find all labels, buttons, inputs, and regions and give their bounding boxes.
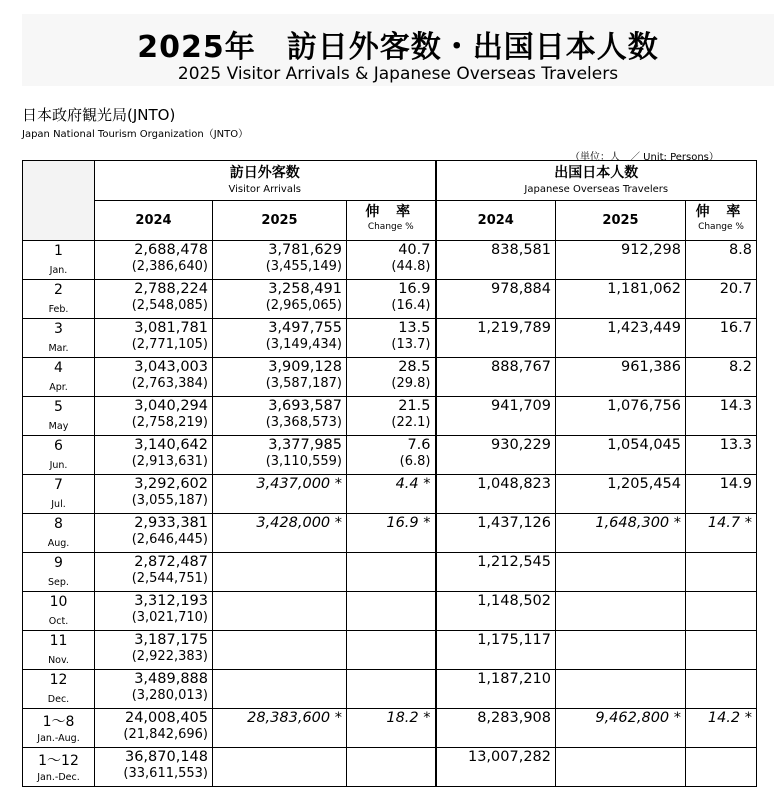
visitor-2024-cell [95,592,213,631]
table-row [23,397,757,436]
cell-value: 14.3 [719,398,752,414]
cell-value: 28.5 [398,359,431,375]
traveler-2025-cell [556,670,686,709]
visitor-year-curr-header: 2025 [213,201,347,241]
traveler-2025-cell [556,397,686,436]
month-cell [23,514,95,553]
visitor-2024-cell [95,748,213,787]
cell-value: 14.2 * [707,710,752,726]
cell-previous-value: (29.8) [391,376,431,391]
cell-previous-value: (6.8) [399,454,431,469]
traveler-2024-cell [436,397,556,436]
cell-previous-value: (13.7) [391,337,431,352]
month-number: 1 [54,243,63,259]
visitor-change-cell [347,280,436,319]
change-header-en: Change % [367,222,414,232]
cell-previous-value: (3,055,187) [131,493,208,508]
cell-value: 1,181,062 [607,281,681,297]
cell-value: 2,688,478 [134,242,208,258]
visitor-2025-cell [213,514,347,553]
cell-value: 1,054,045 [607,437,681,453]
cell-previous-value: (3,149,434) [265,337,342,352]
month-number: 4 [54,360,63,376]
header-row-years [23,201,757,241]
visitor-2025-cell [213,358,347,397]
cell-value: 3,377,985 [268,437,342,453]
cell-previous-value: (2,913,631) [131,454,208,469]
cell-value: 941,709 [491,398,551,414]
month-cell [23,709,95,748]
traveler-change-cell [686,748,757,787]
month-cell [23,670,95,709]
traveler-2025-cell [556,553,686,592]
table-row [23,748,757,787]
traveler-header-jp: 出国日本人数 [554,165,639,181]
cell-value: 8.2 [728,359,752,375]
month-cell [23,475,95,514]
table-row [23,592,757,631]
traveler-change-cell [686,475,757,514]
month-number: 1～12 [38,753,79,769]
cell-value: 8,283,908 [477,710,551,726]
cell-value: 8.8 [728,242,752,258]
cell-value: 3,909,128 [268,359,342,375]
month-cell [23,553,95,592]
visitor-2024-cell [95,553,213,592]
traveler-2025-cell [556,280,686,319]
organization-name-jp: 日本政府観光局(JNTO) [22,106,176,124]
cell-value: 7.6 [407,437,431,453]
cell-value: 3,312,193 [134,593,208,609]
visitor-change-cell [347,592,436,631]
page-title-jp: 2025年 訪日外客数・出国日本人数 [137,30,659,65]
cell-value: 1,048,823 [477,476,551,492]
month-cell [23,358,95,397]
month-cell [23,241,95,280]
traveler-2024-cell [436,670,556,709]
table-row [23,358,757,397]
cell-value: 3,437,000 * [256,476,342,492]
visitor-2024-cell [95,397,213,436]
visitor-2024-cell [95,475,213,514]
cell-previous-value: (2,386,640) [131,259,208,274]
cell-value: 1,648,300 * [595,515,681,531]
cell-previous-value: (22.1) [391,415,431,430]
cell-previous-value: (2,544,751) [131,571,208,586]
traveler-2024-cell [436,436,556,475]
visitor-arrivals-header [95,161,436,201]
table-row [23,241,757,280]
traveler-2024-cell [436,475,556,514]
visitor-2024-cell [95,514,213,553]
visitor-change-cell [347,670,436,709]
cell-value: 1,175,117 [477,632,551,648]
month-english: Sep. [48,577,69,588]
traveler-change-cell [686,670,757,709]
cell-previous-value: (2,922,383) [131,649,208,664]
visitor-2025-cell [213,592,347,631]
month-number: 1～8 [42,714,75,730]
traveler-2025-cell [556,319,686,358]
cell-value: 888,767 [491,359,551,375]
visitor-header-jp: 訪日外客数 [229,165,300,181]
month-english: Jan. [49,265,68,276]
visitor-change-cell [347,436,436,475]
traveler-2025-cell [556,475,686,514]
table-row [23,436,757,475]
cell-previous-value: (2,763,384) [131,376,208,391]
month-number: 6 [54,438,63,454]
cell-previous-value: (33,611,553) [123,766,208,781]
cell-value: 3,043,003 [134,359,208,375]
month-english: Jul. [51,499,66,510]
cell-value: 1,423,449 [607,320,681,336]
change-header-en: Change % [698,222,744,232]
visitor-change-cell [347,553,436,592]
table-row [23,280,757,319]
cell-value: 28,383,600 * [247,710,342,726]
visitor-2025-cell [213,631,347,670]
unit-note: （単位：人 ／ Unit: Persons） [570,152,719,163]
month-number: 7 [54,477,63,493]
month-english: Jan.-Aug. [37,733,80,744]
cell-value: 24,008,405 [124,710,208,726]
cell-value: 3,292,602 [134,476,208,492]
traveler-year-prev-header: 2024 [436,201,556,241]
cell-value: 20.7 [719,281,752,297]
cell-value: 36,870,148 [124,749,208,765]
month-number: 2 [54,282,63,298]
table-row [23,670,757,709]
table-row [23,553,757,592]
traveler-change-cell [686,397,757,436]
cell-value: 961,386 [621,359,681,375]
cell-value: 930,229 [491,437,551,453]
traveler-2024-cell [436,631,556,670]
cell-previous-value: (2,548,085) [131,298,208,313]
month-number: 10 [49,594,68,610]
cell-value: 1,205,454 [607,476,681,492]
cell-value: 2,872,487 [134,554,208,570]
traveler-2024-cell [436,553,556,592]
page-title-en: 2025 Visitor Arrivals & Japanese Overseas Travelers [177,64,619,84]
cell-value: 3,187,175 [134,632,208,648]
traveler-change-cell [686,514,757,553]
cell-value: 9,462,800 * [595,710,681,726]
cell-value: 1,187,210 [477,671,551,687]
month-english: Nov. [48,655,69,666]
visitor-2024-cell [95,631,213,670]
organization-name-en: Japan National Tourism Organization（JNTO） [22,129,249,140]
traveler-year-curr-header: 2025 [556,201,686,241]
cell-value: 3,497,755 [268,320,342,336]
table-row [23,514,757,553]
cell-value: 3,781,629 [268,242,342,258]
month-english: Feb. [48,304,69,315]
month-cell [23,631,95,670]
visitor-2025-cell [213,475,347,514]
visitor-change-cell [347,631,436,670]
cell-value: 1,148,502 [477,593,551,609]
month-number: 12 [49,672,68,688]
traveler-header-en: Japanese Overseas Travelers [524,184,669,195]
month-cell [23,436,95,475]
visitor-2025-cell [213,241,347,280]
visitor-change-cell [347,397,436,436]
month-cell [23,592,95,631]
month-number: 5 [54,399,63,415]
month-cell [23,397,95,436]
header-row-groups [23,161,757,201]
cell-value: 16.9 * [386,515,431,531]
cell-value: 21.5 [398,398,431,414]
traveler-2025-cell [556,709,686,748]
cell-value: 16.7 [719,320,752,336]
cell-previous-value: (2,965,065) [265,298,342,313]
cell-value: 14.7 * [707,515,752,531]
table-row [23,631,757,670]
cell-previous-value: (2,771,105) [131,337,208,352]
visitor-2025-cell [213,709,347,748]
traveler-2024-cell [436,319,556,358]
traveler-change-cell [686,319,757,358]
cell-previous-value: (3,587,187) [265,376,342,391]
month-english: May [48,421,69,432]
traveler-2025-cell [556,241,686,280]
cell-previous-value: (3,110,559) [265,454,342,469]
cell-value: 2,788,224 [134,281,208,297]
title-band [22,14,774,86]
cell-previous-value: (3,280,013) [131,688,208,703]
change-header-jp: 伸 率 [365,204,417,220]
traveler-change-cell [686,631,757,670]
cell-value: 13.3 [719,437,752,453]
month-english: Jun. [49,460,68,471]
traveler-2024-cell [436,748,556,787]
cell-value: 3,258,491 [268,281,342,297]
traveler-change-cell [686,553,757,592]
visitor-2025-cell [213,436,347,475]
cell-value: 1,076,756 [607,398,681,414]
month-english: Oct. [48,616,69,627]
cell-value: 2,933,381 [134,515,208,531]
month-number: 3 [54,321,63,337]
table-row [23,709,757,748]
visitor-2024-cell [95,709,213,748]
table-row [23,475,757,514]
month-english: Jan.-Dec. [37,772,80,783]
cell-value: 40.7 [398,242,431,258]
month-english: Dec. [47,694,70,705]
traveler-2024-cell [436,280,556,319]
header-corner-cell [23,161,95,241]
visitor-change-cell [347,475,436,514]
cell-previous-value: (16.4) [391,298,431,313]
cell-value: 13.5 [398,320,431,336]
cell-value: 3,489,888 [134,671,208,687]
cell-value: 912,298 [621,242,681,258]
visitor-change-header [347,201,436,241]
cell-value: 838,581 [491,242,551,258]
cell-previous-value: (3,455,149) [265,259,342,274]
cell-previous-value: (3,368,573) [265,415,342,430]
statistics-table [22,160,757,787]
traveler-change-cell [686,241,757,280]
visitor-2025-cell [213,553,347,592]
traveler-2025-cell [556,748,686,787]
cell-value: 3,040,294 [134,398,208,414]
traveler-change-cell [686,592,757,631]
traveler-change-cell [686,709,757,748]
visitor-change-cell [347,241,436,280]
traveler-2024-cell [436,592,556,631]
cell-value: 16.9 [398,281,431,297]
cell-value: 3,081,781 [134,320,208,336]
visitor-change-cell [347,748,436,787]
month-cell [23,319,95,358]
cell-value: 13,007,282 [467,749,551,765]
traveler-2024-cell [436,514,556,553]
traveler-2025-cell [556,592,686,631]
visitor-2025-cell [213,280,347,319]
visitor-2025-cell [213,670,347,709]
traveler-change-header [686,201,757,241]
change-header-jp: 伸 率 [695,204,747,220]
visitor-2024-cell [95,280,213,319]
cell-value: 1,212,545 [477,554,551,570]
traveler-2024-cell [436,709,556,748]
visitor-change-cell [347,358,436,397]
cell-value: 3,140,642 [134,437,208,453]
cell-value: 1,437,126 [477,515,551,531]
month-english: Mar. [48,343,69,354]
traveler-2024-cell [436,241,556,280]
visitor-2024-cell [95,436,213,475]
cell-previous-value: (3,021,710) [131,610,208,625]
month-english: Aug. [47,538,70,549]
visitor-change-cell [347,514,436,553]
visitor-2024-cell [95,670,213,709]
cell-value: 1,219,789 [477,320,551,336]
cell-previous-value: (21,842,696) [123,727,208,742]
visitor-year-prev-header: 2024 [95,201,213,241]
month-number: 8 [54,516,63,532]
traveler-change-cell [686,436,757,475]
cell-value: 4.4 * [395,476,431,492]
table-row [23,319,757,358]
visitor-2025-cell [213,748,347,787]
month-number: 11 [49,633,68,649]
visitor-2025-cell [213,397,347,436]
cell-previous-value: (44.8) [391,259,431,274]
visitor-change-cell [347,319,436,358]
month-english: Apr. [49,382,68,393]
traveler-change-cell [686,358,757,397]
visitor-header-en: Visitor Arrivals [228,184,301,195]
visitor-2024-cell [95,241,213,280]
traveler-2025-cell [556,436,686,475]
traveler-2024-cell [436,358,556,397]
month-cell [23,280,95,319]
traveler-2025-cell [556,358,686,397]
visitor-2025-cell [213,319,347,358]
traveler-change-cell [686,280,757,319]
cell-previous-value: (2,758,219) [131,415,208,430]
cell-value: 14.9 [719,476,752,492]
cell-value: 978,884 [491,281,551,297]
cell-value: 18.2 * [386,710,431,726]
cell-value: 3,693,587 [268,398,342,414]
cell-previous-value: (2,646,445) [131,532,208,547]
month-number: 9 [54,555,63,571]
cell-value: 3,428,000 * [256,515,342,531]
overseas-travelers-header [436,161,757,201]
traveler-2025-cell [556,631,686,670]
month-cell [23,748,95,787]
visitor-2024-cell [95,319,213,358]
visitor-change-cell [347,709,436,748]
traveler-2025-cell [556,514,686,553]
visitor-2024-cell [95,358,213,397]
